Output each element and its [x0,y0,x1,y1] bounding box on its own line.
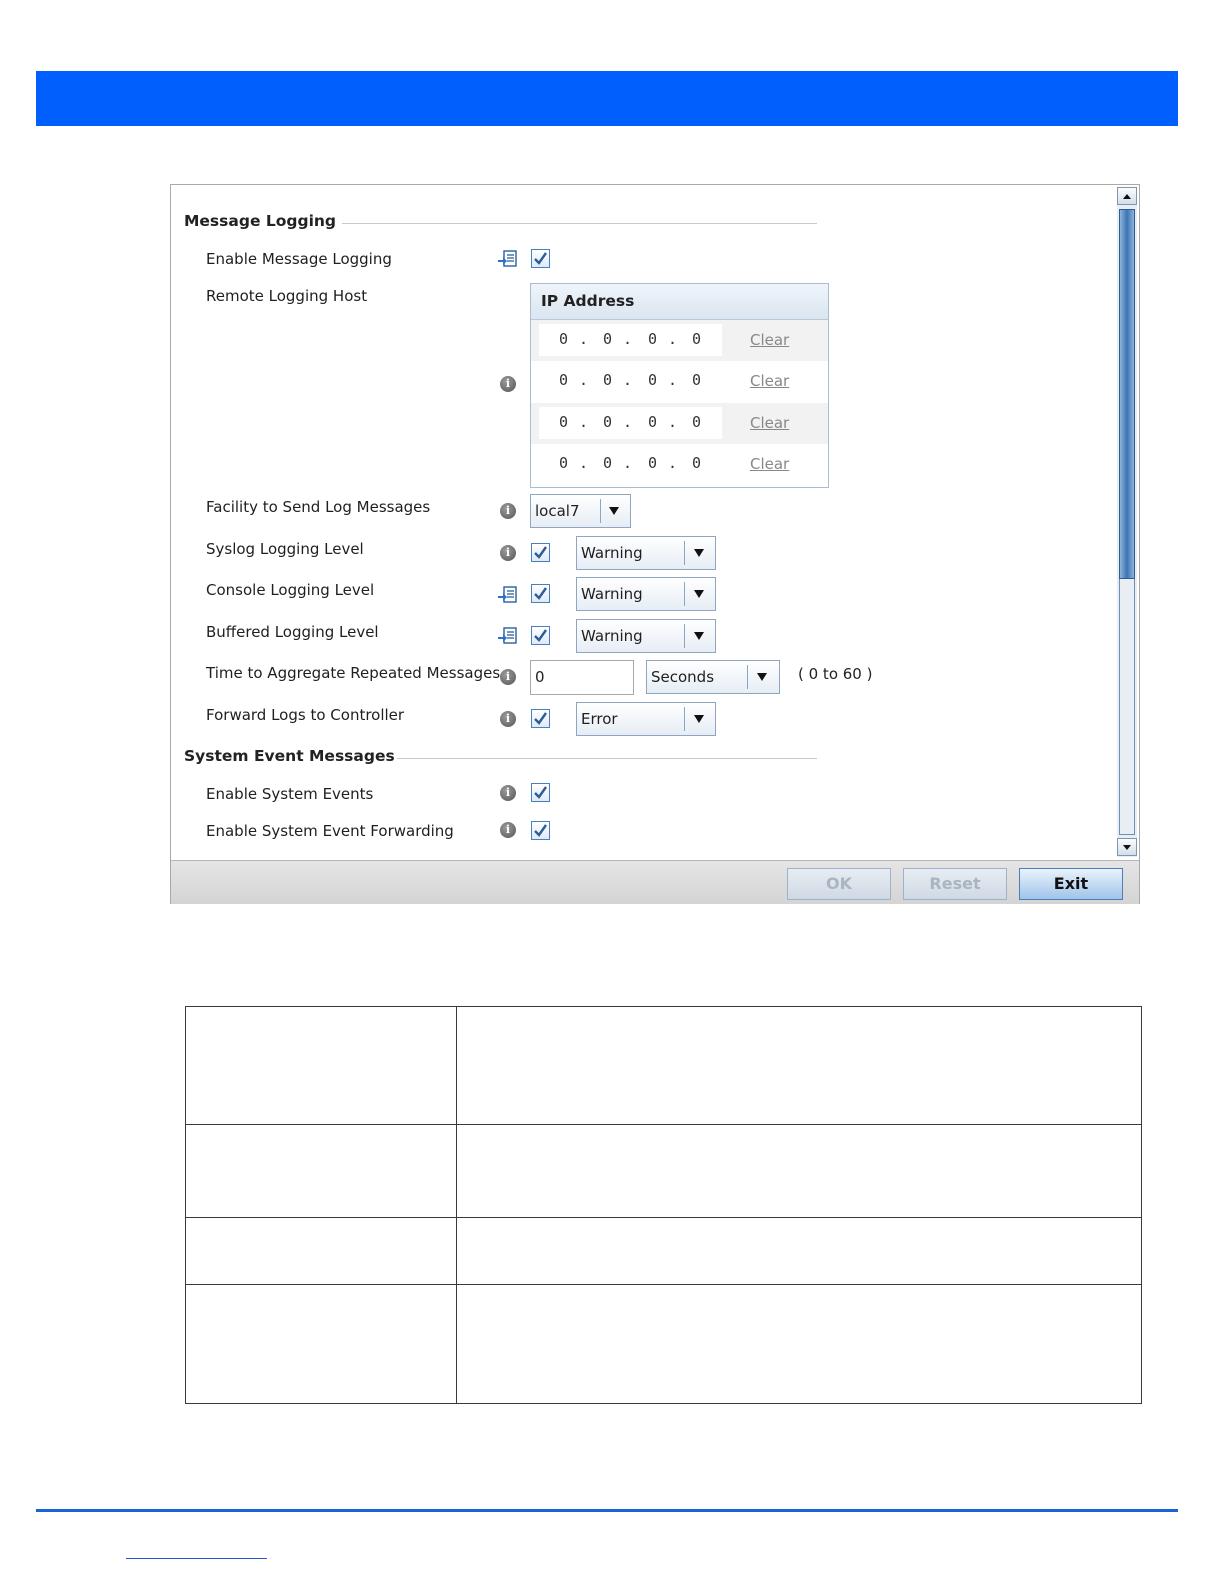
info-icon[interactable]: i [500,503,516,519]
checkmark-icon [533,586,548,601]
info-icon[interactable]: i [500,822,516,838]
facility-label: Facility to Send Log Messages [206,498,431,516]
console-level-select[interactable]: Warning [576,577,716,611]
remote-host-ip-table [530,283,829,488]
exit-button[interactable]: Exit [1019,868,1123,900]
checkmark-icon [533,545,548,560]
table-cell [457,1218,1142,1285]
enable-event-forwarding-label: Enable System Event Forwarding [206,822,454,840]
table-cell [457,1007,1142,1125]
aggregate-time-input[interactable]: 0 [530,660,634,695]
syslog-level-label: Syslog Logging Level [206,540,364,558]
section-divider [342,223,817,224]
section-divider [397,758,817,759]
enable-system-events-checkbox[interactable] [531,783,550,802]
device-override-icon[interactable] [497,626,519,646]
description-table [185,1006,1142,1404]
table-cell [457,1285,1142,1404]
info-icon[interactable]: i [500,376,516,392]
enable-message-logging-label: Enable Message Logging [206,250,392,268]
info-icon[interactable]: i [500,711,516,727]
ip-address-input[interactable]: 0 . 0 . 0 . 0 [539,365,722,397]
device-override-icon[interactable] [497,249,519,269]
ip-table-row [531,320,828,361]
info-icon[interactable]: i [500,545,516,561]
facility-select[interactable]: local7 [530,494,631,528]
reset-button[interactable]: Reset [903,868,1007,900]
ip-address-input[interactable]: 0 . 0 . 0 . 0 [539,407,722,439]
clear-link[interactable]: Clear [750,372,790,390]
ip-table-row [531,361,828,402]
ip-address-column-header: IP Address [541,292,635,310]
aggregate-unit-select[interactable]: Seconds [646,660,780,694]
checkmark-icon [533,251,548,266]
ip-table-header [531,284,828,320]
aggregate-time-label: Time to Aggregate Repeated Messages [206,664,501,682]
ip-table-row [531,444,828,485]
chevron-down-icon [694,715,704,723]
section-title-system-events: System Event Messages [184,747,395,765]
syslog-level-checkbox[interactable] [531,543,550,562]
enable-system-events-label: Enable System Events [206,785,374,803]
footer-rule [36,1509,1178,1512]
device-override-icon[interactable] [497,585,519,605]
table-row [186,1285,1142,1404]
checkmark-icon [533,785,548,800]
chevron-down-icon [1123,845,1131,850]
ip-address-input[interactable]: 0 . 0 . 0 . 0 [539,448,722,480]
buffered-level-select[interactable]: Warning [576,619,716,653]
buffered-level-checkbox[interactable] [531,626,550,645]
chevron-up-icon [1123,194,1131,199]
table-cell [186,1125,457,1218]
checkmark-icon [533,823,548,838]
table-cell [186,1007,457,1125]
table-row [186,1007,1142,1125]
table-row [186,1218,1142,1285]
scroll-down-button[interactable] [1117,838,1137,856]
clear-link[interactable]: Clear [750,414,790,432]
table-cell [457,1125,1142,1218]
scroll-up-button[interactable] [1117,187,1137,205]
scroll-thumb[interactable] [1119,209,1135,579]
checkmark-icon [533,628,548,643]
buffered-level-label: Buffered Logging Level [206,623,379,641]
enable-message-logging-checkbox[interactable] [531,249,550,268]
clear-link[interactable]: Clear [750,455,790,473]
forward-logs-checkbox[interactable] [531,709,550,728]
table-row [186,1125,1142,1218]
table-cell [186,1285,457,1404]
chevron-down-icon [609,507,619,515]
footer-link-underline [126,1558,267,1559]
ok-button[interactable]: OK [787,868,891,900]
clear-link[interactable]: Clear [750,331,790,349]
forward-logs-level-select[interactable]: Error [576,702,716,736]
info-icon[interactable]: i [500,785,516,801]
section-title-message-logging: Message Logging [184,212,337,230]
dialog-footer [171,860,1139,904]
ip-table-row [531,403,828,444]
chevron-down-icon [694,549,704,557]
remote-logging-host-label: Remote Logging Host [206,287,368,305]
console-level-label: Console Logging Level [206,581,375,599]
enable-event-forwarding-checkbox[interactable] [531,821,550,840]
chevron-down-icon [694,590,704,598]
chevron-down-icon [694,632,704,640]
aggregate-range-hint: ( 0 to 60 ) [798,665,873,683]
forward-logs-label: Forward Logs to Controller [206,706,405,724]
vertical-scrollbar[interactable] [1117,187,1137,857]
header-bar [36,71,1178,126]
ip-address-input[interactable]: 0 . 0 . 0 . 0 [539,324,722,356]
logging-config-dialog [170,184,1140,904]
syslog-level-select[interactable]: Warning [576,536,716,570]
checkmark-icon [533,711,548,726]
table-cell [186,1218,457,1285]
chevron-down-icon [757,673,767,681]
console-level-checkbox[interactable] [531,584,550,603]
info-icon[interactable]: i [500,669,516,685]
dialog-content [171,185,1115,857]
